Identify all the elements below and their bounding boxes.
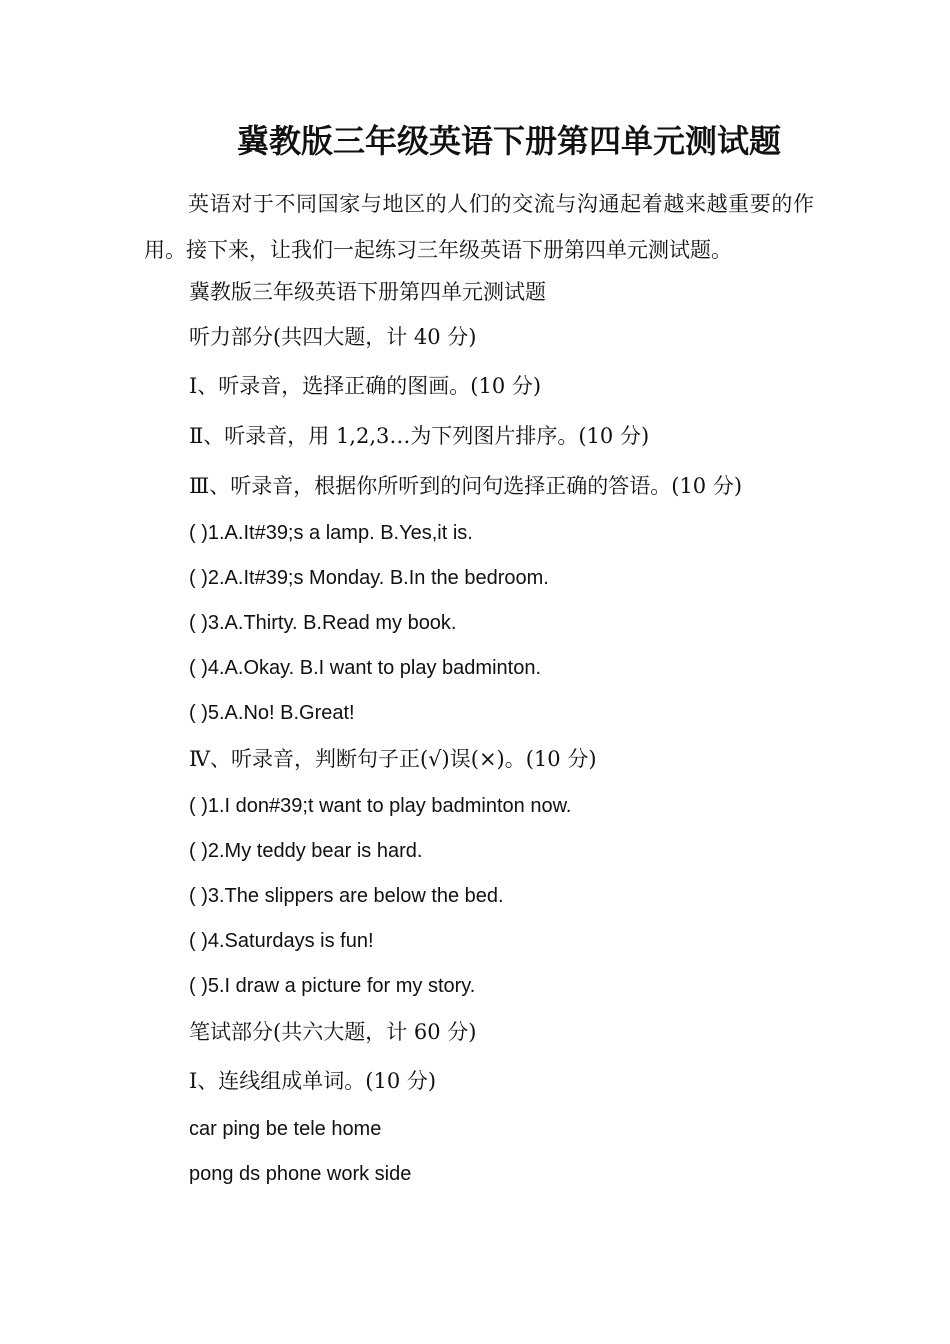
q3-item: ( )2.A.It#39;s Monday. B.In the bedroom. [189, 567, 549, 589]
listening-question-2: Ⅱ、听录音，用 1,2,3…为下列图片排序。(10 分) [189, 424, 650, 448]
q3-item: ( )1.A.It#39;s a lamp. B.Yes,it is. [189, 522, 473, 544]
subtitle: 冀教版三年级英语下册第四单元测试题 [189, 280, 546, 304]
word-match-line: car ping be tele home [189, 1118, 382, 1140]
listening-heading: 听力部分(共四大题，计 40 分) [189, 325, 477, 349]
writing-heading: 笔试部分(共六大题，计 60 分) [189, 1020, 477, 1044]
q3-item: ( )3.A.Thirty. B.Read my book. [189, 612, 457, 634]
q4-item: ( )3.The slippers are below the bed. [189, 885, 504, 907]
intro-paragraph: 英语对于不同国家与地区的人们的交流与沟通起着越来越重要的作用。接下来，让我们一起练习三年级英语下册第四单元测试题。 [144, 192, 814, 262]
writing-question-1: Ⅰ、连线组成单词。(10 分) [189, 1069, 437, 1093]
q4-item: ( )1.I don#39;t want to play badminton now. [189, 795, 572, 817]
q4-item: ( )2.My teddy bear is hard. [189, 840, 423, 862]
listening-question-4: Ⅳ、听录音，判断句子正(√)误(×)。(10 分) [189, 747, 597, 771]
word-match-line: pong ds phone work side [189, 1163, 412, 1185]
document-title: 冀教版三年级英语下册第四单元测试题 [236, 122, 781, 160]
q4-item: ( )5.I draw a picture for my story. [189, 975, 476, 997]
q3-item: ( )5.A.No! B.Great! [189, 702, 355, 724]
q4-item: ( )4.Saturdays is fun! [189, 930, 374, 952]
q3-item: ( )4.A.Okay. B.I want to play badminton. [189, 657, 542, 679]
listening-question-1: Ⅰ、听录音，选择正确的图画。(10 分) [189, 374, 542, 398]
listening-question-3: Ⅲ、听录音，根据你所听到的问句选择正确的答语。(10 分) [189, 474, 743, 498]
